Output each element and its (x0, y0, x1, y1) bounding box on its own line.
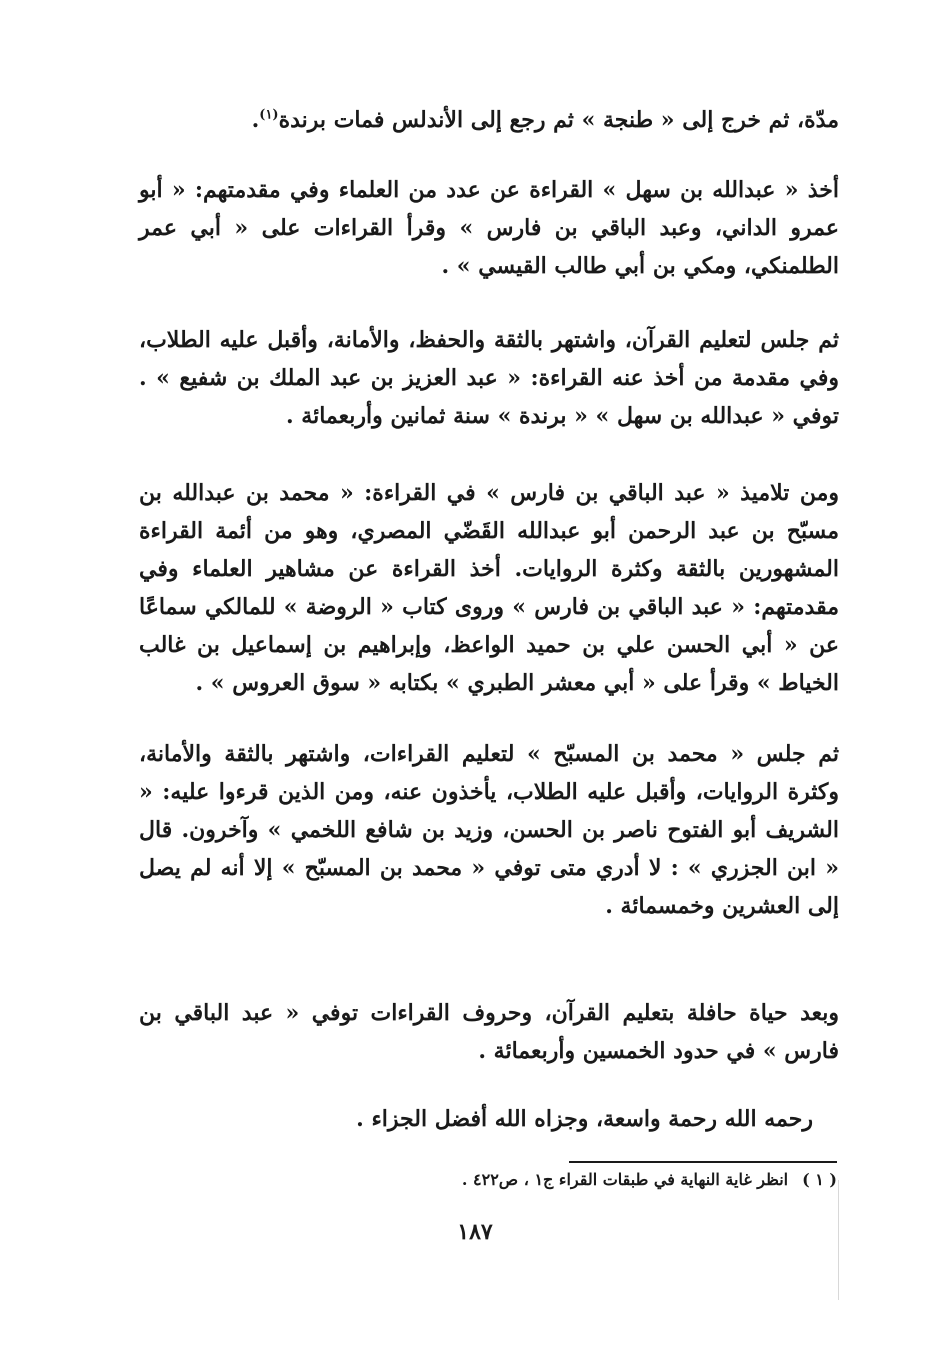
paragraph-7: رحمه الله رحمة واسعة، وجزاه الله أفضل الجزاء . (356, 1106, 813, 1132)
paragraph-4: ومن تلاميذ « عبد الباقي بن فارس » في القراءة: « محمد بن عبدالله بن مسبّح بن عبد الرحمن أبو عبدالله القَضّي المصري، وهو من أئمة القراءة المشهورين بالثقة وكثرة الروايات. أخذ القراءة عن مشاهير العلماء وفي مقدمتهم: « عبد الباقي بن فارس » وروى كتاب « الروضة » للمالكي سماعًا عن « أبي الحسن علي بن حميد الواعظ، وإبراهيم بن إسماعيل بن غالب الخياط » وقرأ على « أبي معشر الطبري » بكتابه « سوق العروس » . (139, 480, 839, 696)
paragraph-1-text: مدّة، ثم خرج إلى « طنجة » ثم رجع إلى الأندلس فمات برندة (278, 107, 839, 133)
footnote-reference: (١) (259, 107, 279, 123)
paragraph-5: ثم جلس « محمد بن المسبّح » لتعليم القراءات، واشتهر بالثقة والأمانة، وكثرة الروايات، وأقبل عليه الطلاب، يأخذون عنه، ومن الذين قرءوا عليه: « الشريف أبو الفتوح ناصر بن الحسن، وزيد بن شافع اللخمي » وآخرون. قال « ابن الجزري » : لا أدري متى توفي « محمد بن المسبّح » إلا أنه لم يصل إلى العشرين وخمسمائة . (139, 741, 839, 919)
footnote-text: انظر غاية النهاية في طبقات القراء ج١ ، ص٤٢٢ . (461, 1170, 789, 1189)
paragraph-1 (139, 101, 839, 139)
paragraph-1-end: . (251, 107, 260, 133)
paragraph-3: ثم جلس لتعليم القرآن، واشتهر بالثقة والحفظ، والأمانة، وأقبل عليه الطلاب، وفي مقدمة من أخذ عنه القراءة: « عبد العزيز بن عبد الملك بن شفيع » . توفي « عبدالله بن سهل » « برندة » سنة ثمانين وأربعمائة . (139, 327, 839, 429)
page-number: ١٨٧ (457, 1219, 493, 1245)
scan-artifact-line (838, 1180, 839, 1300)
footnote (237, 1168, 837, 1192)
footnote-divider (569, 1161, 837, 1163)
paragraph-2: أخذ « عبدالله بن سهل » القراءة عن عدد من العلماء وفي مقدمتهم: « أبو عمرو الداني، وعبد الباقي بن فارس » وقرأ القراءات على « أبي عمر الطلمنكي، ومكي بن أبي طالب القيسي » . (139, 177, 839, 279)
footnote-number: ( ١ ) (802, 1170, 837, 1189)
paragraph-6: وبعد حياة حافلة بتعليم القرآن، وحروف القراءات توفي « عبد الباقي بن فارس » في حدود الخمسين وأربعمائة . (139, 1000, 839, 1064)
